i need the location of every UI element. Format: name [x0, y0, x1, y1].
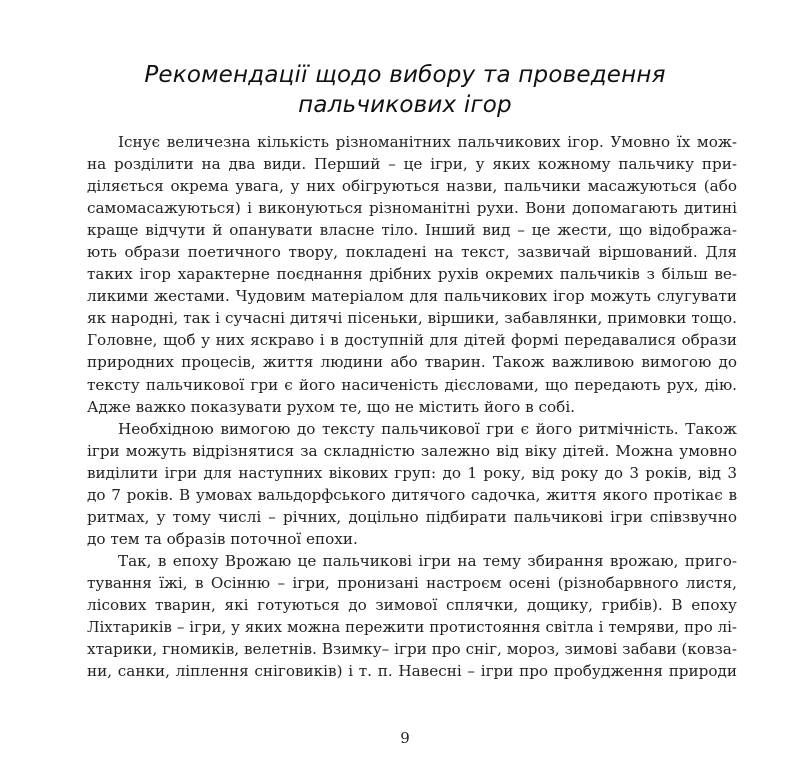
text-line: на розділити на два види. Перший – це ігри, у яких кожному пальчику при- [87, 155, 737, 174]
text-line: Адже важко показувати рухом те, що не містить його в собі. [87, 397, 576, 416]
text-line: Існує величезна кількість різноманітних пальчикових ігор. Умовно їх мож- [118, 133, 737, 151]
text-line: до тем та образів поточної епохи. [87, 529, 358, 548]
text-line: краще відчути й опанувати власне тіло. Інший вид – це жести, що відобража- [87, 221, 737, 240]
text-line: діляється окрема увага, у них обігруються назви, пальчики масажуються (або [87, 177, 737, 196]
page-number: 9 [400, 729, 410, 747]
text-line: хтарики, гномиків, велетнів. Взимку– ігри про сніг, мороз, зимові забави (ковза- [87, 640, 737, 659]
text-line: лісових тварин, які готуються до зимової сплячки, дощику, грибів). В епоху [87, 595, 737, 614]
paragraph-2 [87, 418, 737, 550]
body-text [87, 131, 737, 682]
text-line: природних процесів, життя людини або тварин. Також важливою вимогою до [87, 353, 737, 372]
text-line: ни, санки, ліплення сніговиків) і т. п. Навесні – ігри про пробудження природи [87, 662, 737, 681]
text-line: Ліхтариків – ігри, у яких можна пережити протистояння світла і темряви, про лі- [87, 618, 737, 637]
text-line: тування їжі, в Осінню – ігри, пронизані настроєм осені (різнобарвного листя, [87, 573, 737, 592]
text-line: ритмах, у тому числі – річних, доцільно підбирати пальчикові ігри співзвучно [87, 507, 737, 526]
text-line: таких ігор характерне поєднання дрібних рухів окремих пальчиків з більш ве- [87, 265, 737, 284]
paragraph-3 [87, 550, 737, 682]
text-line: ликими жестами. Чудовим матеріалом для пальчикових ігор можуть слугувати [87, 287, 737, 306]
text-line: Так, в епоху Врожаю це пальчикові ігри на тему збирання врожаю, приго- [118, 551, 737, 570]
text-line: як народні, так і сучасні дитячі пісеньки, віршики, забавлянки, примовки тощо. [87, 309, 737, 328]
text-line: ють образи поетичного твору, покладені на текст, зазвичай віршований. Для [87, 243, 737, 262]
page-title-line-1: Рекомендації щодо вибору та проведення [144, 62, 666, 88]
text-line: ігри можуть відрізнятися за складністю залежно від віку дітей. Можна умовно [87, 441, 737, 460]
text-line: до 7 років. В умовах вальдорфського дитячого садочка, життя якого протікає в [87, 485, 737, 504]
text-line: самомасажуються) і виконуються різноманітні рухи. Вони допомагають дитині [87, 199, 737, 218]
text-line: Головне, щоб у них яскраво і в доступній для дітей формі передавалися образи [87, 331, 737, 350]
text-line: виділити ігри для наступних вікових груп: до 1 року, від року до 3 років, від 3 [87, 463, 737, 482]
text-line: Необхідною вимогою до тексту пальчикової гри є його ритмічність. Також [118, 419, 737, 438]
page-title-line-2: пальчикових ігор [298, 92, 512, 118]
text-line: тексту пальчикової гри є його насиченість дієсловами, що передають рух, дію. [87, 375, 737, 394]
paragraph-1 [87, 131, 737, 418]
